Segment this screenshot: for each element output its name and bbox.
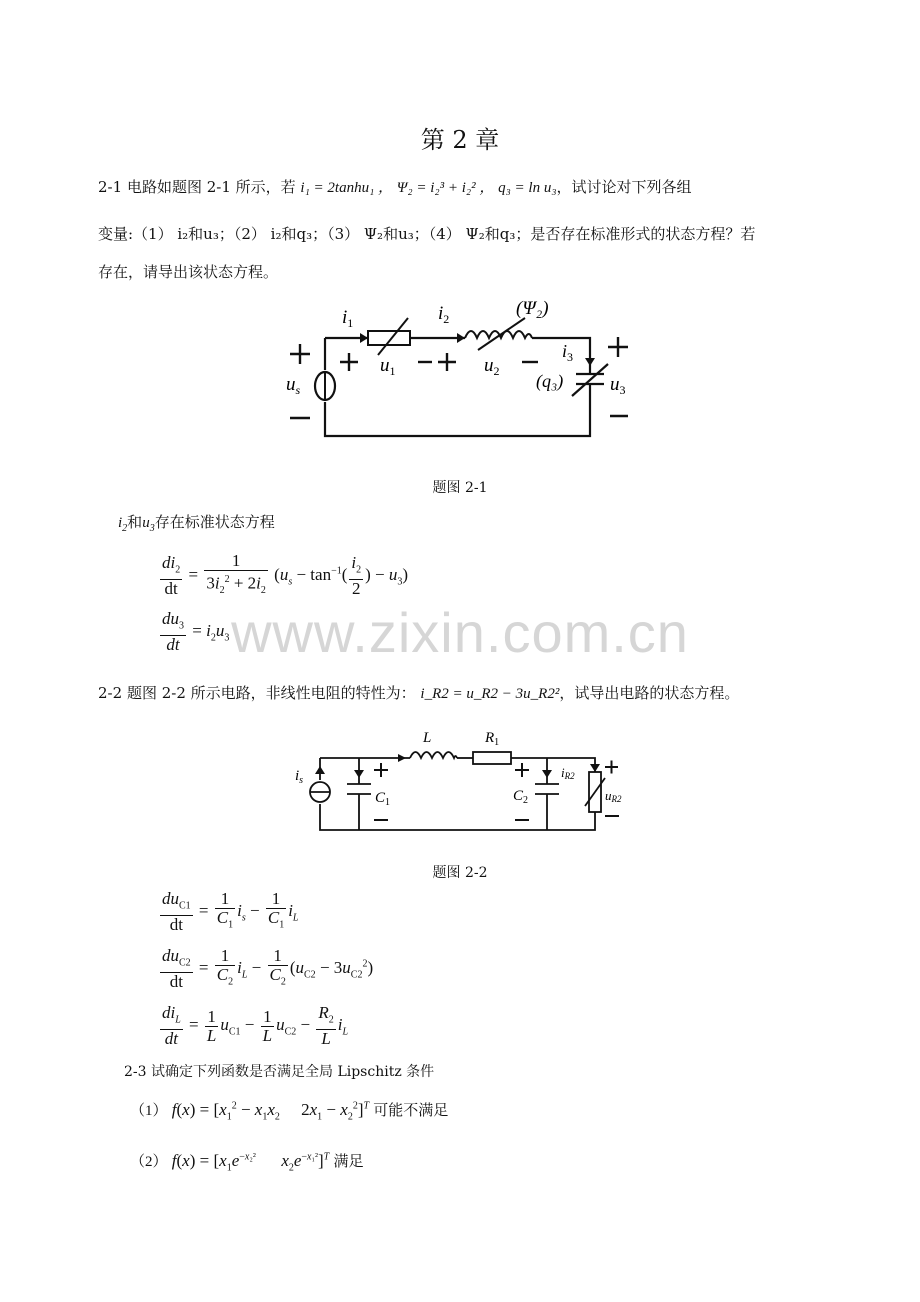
- problem-text: 题图 2-2 所示电路，非线性电阻的特性为：: [126, 684, 416, 702]
- circuit-figure-2-1: [270, 290, 650, 450]
- label-u3: $u_3$: [610, 374, 626, 397]
- label-i2: $i_2$: [438, 303, 450, 326]
- equation-duc2-dt: $\frac{du_{C2}}{dt}$ = $\frac{1}{C_2}$ $i_L$ − $\frac{1}{C_2}$ $(u_{C2} - 3u_{C2}^2)$: [162, 946, 374, 992]
- label-i1: $i_1$: [342, 307, 354, 330]
- inductor-symbol: [410, 752, 457, 758]
- resistor-r1-symbol: [473, 752, 511, 764]
- problem-text: ，试讨论对下列各组: [556, 178, 692, 196]
- label-i3: $i_3$: [562, 341, 574, 364]
- capacitor-c1-symbol: [347, 784, 371, 794]
- label-L: L: [423, 730, 432, 746]
- current-arrow-icon: [542, 770, 552, 778]
- label-R1: $R_1$: [485, 730, 500, 748]
- current-arrow-icon: [398, 754, 406, 762]
- problem-2-3-item2: （2） $f(x) = [x_1e^{-x_2^2}$ $x_2e^{-x_1^2}]^T$ 满足: [130, 1151, 364, 1174]
- label-C2: $C_2$: [513, 788, 529, 806]
- current-arrow-icon: [354, 770, 364, 778]
- label-iR2: iR2: [561, 765, 575, 781]
- label-C1: $C_1$: [375, 790, 391, 808]
- problem-2-1-line2: 变量:（1） i₂和u₃；（2） i₂和q₃；（3） Ψ₂和u₃；（4） Ψ₂和q₃；是否存在标准形式的状态方程？若: [98, 225, 756, 243]
- problem-2-2-line: [98, 683, 828, 704]
- problem-text: 电路如题图 2-1 所示，若: [126, 178, 296, 196]
- current-arrow-icon: [315, 766, 325, 774]
- problem-2-1-line3: 存在，请导出该状态方程。: [98, 263, 279, 281]
- answer-2-1-intro: $i_2$和$u_3$存在标准状态方程: [118, 513, 275, 534]
- item2-verdict: 满足: [333, 1154, 364, 1170]
- problem-2-1-line1: [98, 177, 828, 198]
- equation-dil-dt: $\frac{di_L}{dt}$ = $\frac{1}{L}$ $u_{C1}$ − $\frac{1}{L}$ $u_{C2}$ − $\frac{R_2}{L}$ $i_L$: [162, 1003, 349, 1049]
- current-arrow-icon: [360, 333, 368, 343]
- problem-number: 2-2: [98, 684, 123, 702]
- label-u2: $u_2$: [484, 355, 500, 378]
- label-psi2: (Ψ₂): [516, 298, 549, 319]
- problem-constitutive-eq: i₁ = 2tanhu₁ ， Ψ₂ = i₂³ + i₂² ， q₃ = ln u₃: [300, 180, 557, 196]
- watermark-text: www.zixin.com.cn: [231, 601, 689, 664]
- item1-verdict: 可能不满足: [373, 1103, 449, 1119]
- problem-number: 2-1: [98, 178, 123, 196]
- figure-caption-2-2: 题图 2-2: [432, 865, 488, 881]
- label-us: $u_s$: [286, 374, 301, 397]
- problem-2-3-title: 2-3 试确定下列函数是否满足全局 Lipschitz 条件: [124, 1064, 435, 1080]
- circuit-figure-2-2: [285, 722, 645, 838]
- current-arrow-icon: [585, 358, 595, 366]
- equation-duc1-dt: $\frac{du_{C1}}{dt}$ = $\frac{1}{C_1}$ $i_s$ − $\frac{1}{C_1}$ $i_L$: [162, 889, 299, 935]
- equation-di2-dt: $\frac{di_2}{dt}$ = $\frac{1}{3i_2^2 + 2i_2}$ ($u_s - \tan^{-1}$( $\frac{i_2}{2}$ ) − $u_3$): [162, 551, 409, 599]
- current-arrow-icon: [457, 333, 465, 343]
- nonlinear-resistor-characteristic: i_R2 = u_R2 − 3u_R2²: [420, 686, 560, 702]
- current-arrow-icon: [590, 764, 600, 772]
- chapter-title: 第 2 章: [420, 126, 500, 154]
- capacitor-c2-symbol: [535, 784, 559, 794]
- label-is: $i_s$: [295, 768, 304, 786]
- figure-caption-2-1: 题图 2-1: [432, 480, 488, 496]
- problem-text: ，试导出电路的状态方程。: [559, 684, 740, 702]
- equation-du3-dt: $\frac{du_3}{dt}$ = $i_2u_3$: [162, 609, 230, 655]
- label-q3: (q₃): [536, 371, 564, 391]
- problem-2-3-item1: （1） $f(x) = [x_1^2 - x_1x_2$ $2x_1 - x_2^2]^T$ 可能不满足: [130, 1100, 449, 1123]
- label-u1: $u_1$: [380, 355, 396, 378]
- label-uR2: uR2: [605, 788, 622, 804]
